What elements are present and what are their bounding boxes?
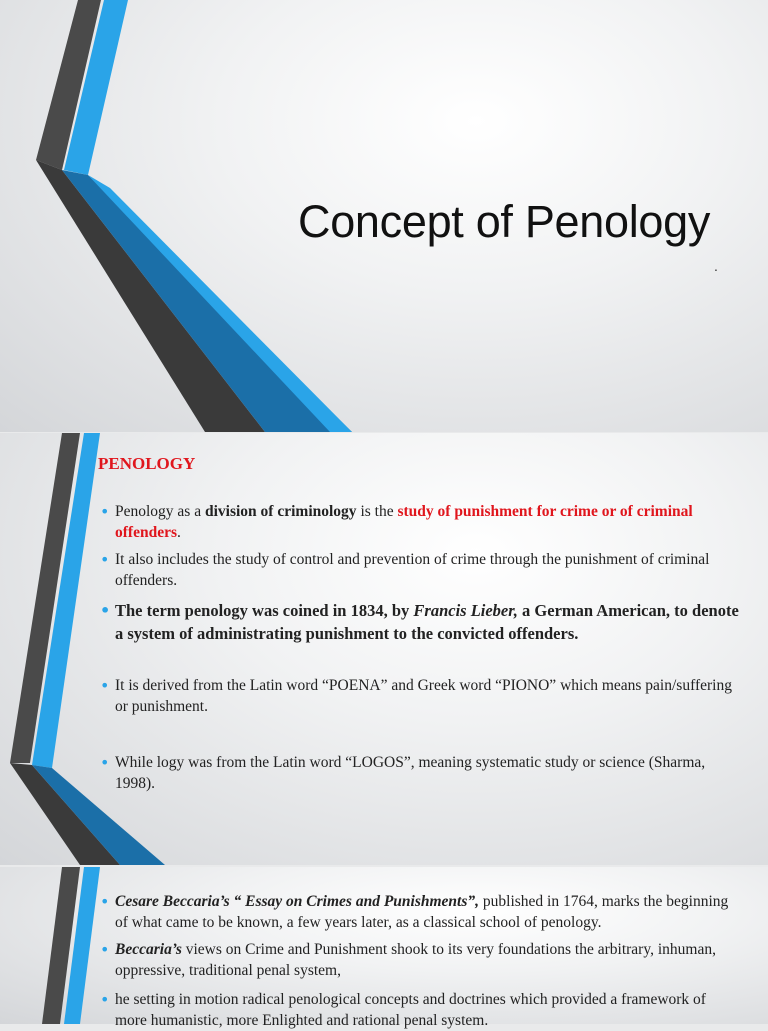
bullet-text: It also includes the study of control and prevention of crime through the punishment of criminal offenders. (115, 551, 710, 589)
list-item (100, 990, 740, 1031)
penology-slide (0, 433, 768, 865)
penology-bullet-list (100, 753, 740, 794)
penology-bullet-list (100, 550, 740, 591)
list-item (100, 892, 740, 933)
bullet-icon: • (100, 940, 110, 959)
penology-bullet-list (100, 676, 740, 717)
slide-title: Concept of Penology (298, 196, 711, 247)
beccaria-bullet-list (100, 892, 740, 933)
bullet-text: It is derived from the Latin word “POENA” and Greek word “PIONO” which means pain/suffering or punishment. (115, 677, 732, 715)
penology-bullet-list (100, 600, 740, 645)
list-item (100, 940, 740, 981)
decorative-stripes (0, 433, 768, 865)
list-item (100, 676, 740, 717)
bullet-text: While logy was from the Latin word “LOGOS”, meaning systematic study or science (Sharma, 1998). (115, 754, 706, 792)
beccaria-bullet-list (100, 940, 740, 981)
bullet-text: published in 1764, marks the beginning of what came to be known, a few years later, as a classical school of penology. (115, 893, 729, 931)
bullet-icon: • (100, 676, 110, 695)
bullet-text-highlight: study of punishment for crime or of criminal offenders (115, 503, 693, 541)
bullet-text-bold: The term penology was coined in 1834, by (115, 601, 414, 620)
list-item (100, 753, 740, 794)
bullet-text-bold-italic: Beccaria’s (115, 941, 182, 958)
slide-heading: PENOLOGY (98, 454, 196, 473)
bullet-text: Penology as a (115, 503, 205, 520)
bullet-text-bold-italic: Cesare Beccaria’s “ Essay on Crimes and Punishments”, (115, 893, 480, 910)
bullet-text: is the (356, 503, 398, 520)
bullet-text: views on Crime and Punishment shook to its very foundations the arbitrary, inhuman, oppressive, traditional penal system, (115, 941, 716, 979)
bullet-text: he setting in motion radical penological concepts and doctrines which provided a framework of more humanistic, more Enlighted and rational penal system. (115, 991, 706, 1029)
beccaria-bullet-list (100, 990, 740, 1031)
bullet-icon: • (100, 601, 111, 620)
bullet-text-bold-italic: Francis Lieber, (413, 601, 518, 620)
list-item (100, 550, 740, 591)
list-item (100, 502, 740, 543)
bullet-icon: • (100, 502, 110, 521)
penology-bullet-list (100, 502, 740, 543)
bullet-text: . (177, 523, 181, 541)
bullet-icon: • (100, 892, 110, 911)
bullet-icon: • (100, 550, 110, 569)
bullet-text-bold: a German American, to denote a system of administrating punishment to the convicted offenders. (115, 601, 739, 643)
bullet-icon: • (100, 990, 110, 1009)
bullet-text-bold: division of criminology (204, 503, 357, 520)
list-item (100, 600, 740, 645)
title-slide (0, 0, 768, 432)
bullet-icon: • (100, 753, 110, 772)
slide-subtitle: . (714, 258, 718, 274)
